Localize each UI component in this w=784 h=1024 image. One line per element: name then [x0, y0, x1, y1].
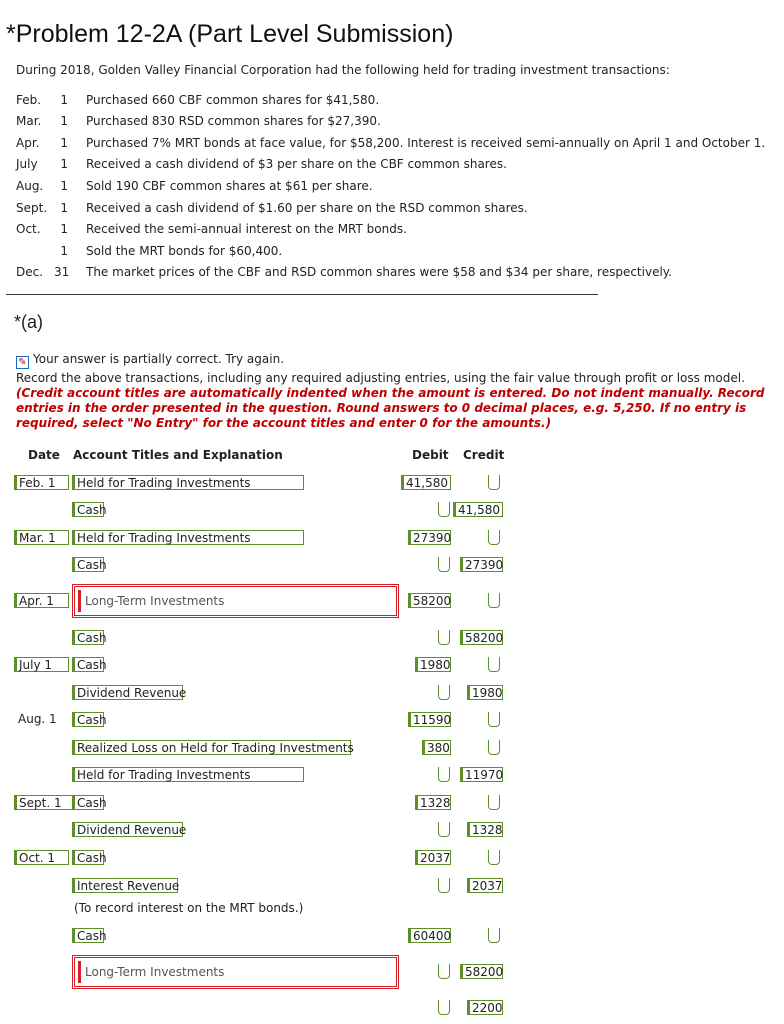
- account-select[interactable]: Dividend Revenue: [72, 822, 183, 837]
- transaction-day: 1: [60, 93, 68, 107]
- transaction-text: Purchased 830 RSD common shares for $27,390.: [86, 114, 381, 128]
- account-select[interactable]: Dividend Revenue: [72, 685, 183, 700]
- account-select[interactable]: Realized Loss on Held for Trading Investments: [72, 740, 351, 755]
- account-select[interactable]: [72, 584, 399, 618]
- transaction-text: Purchased 7% MRT bonds at face value, for $58,200. Interest is received semi-annually on April 1 and October 1.: [86, 136, 766, 150]
- date-select[interactable]: Apr. 1: [14, 593, 69, 608]
- debit-input[interactable]: [438, 1000, 450, 1015]
- transaction-month: Feb.: [16, 93, 42, 107]
- header-credit: Credit: [463, 448, 505, 462]
- header-debit: Debit: [412, 448, 449, 462]
- debit-input[interactable]: 1328: [415, 795, 451, 810]
- credit-input[interactable]: [488, 850, 500, 865]
- debit-input[interactable]: 380: [422, 740, 451, 755]
- transaction-day: 1: [60, 157, 68, 171]
- account-select[interactable]: Held for Trading Investments: [72, 530, 304, 545]
- credit-input[interactable]: [488, 530, 500, 545]
- entry-explanation: (To record interest on the MRT bonds.): [74, 901, 304, 915]
- credit-input[interactable]: [488, 712, 500, 727]
- transaction-text: Received the semi-annual interest on the MRT bonds.: [86, 222, 407, 236]
- date-select[interactable]: Sept. 1: [14, 795, 80, 810]
- debit-input[interactable]: [438, 822, 450, 837]
- account-select[interactable]: Held for Trading Investments: [72, 475, 304, 490]
- debit-input[interactable]: [438, 878, 450, 893]
- transaction-day: 1: [60, 114, 68, 128]
- transaction-month: Apr.: [16, 136, 40, 150]
- part-label: *(a): [14, 312, 44, 332]
- problem-intro: During 2018, Golden Valley Financial Corporation had the following held for trading investment transactions:: [16, 63, 670, 77]
- debit-input[interactable]: 1980: [415, 657, 451, 672]
- account-select[interactable]: Cash: [72, 928, 104, 943]
- account-select[interactable]: Cash: [72, 657, 104, 672]
- entry-date: Aug. 1: [18, 712, 57, 726]
- debit-input[interactable]: [438, 964, 450, 979]
- debit-input[interactable]: [438, 502, 450, 517]
- date-select[interactable]: Oct. 1: [14, 850, 69, 865]
- debit-input[interactable]: 27390: [408, 530, 451, 545]
- instruction-text: Record the above transactions, including any required adjusting entries, using the fair value through profit or loss model.: [16, 371, 745, 385]
- transaction-month: July: [16, 157, 38, 171]
- credit-input[interactable]: [488, 657, 500, 672]
- date-select[interactable]: July 1: [14, 657, 69, 672]
- debit-input[interactable]: 58200: [408, 593, 451, 608]
- status-text: Your answer is partially correct. Try again.: [33, 352, 285, 366]
- transaction-month: Mar.: [16, 114, 42, 128]
- credit-input[interactable]: 27390: [460, 557, 503, 572]
- transaction-day: 1: [60, 136, 68, 150]
- transaction-day: 1: [60, 244, 68, 258]
- credit-input[interactable]: 2200: [467, 1000, 503, 1015]
- debit-input[interactable]: [438, 557, 450, 572]
- debit-input[interactable]: 41,580: [401, 475, 451, 490]
- credit-input[interactable]: 1980: [467, 685, 503, 700]
- credit-input[interactable]: 1328: [467, 822, 503, 837]
- credit-input[interactable]: 58200: [460, 630, 503, 645]
- credit-input[interactable]: [488, 928, 500, 943]
- debit-input[interactable]: 60400: [408, 928, 451, 943]
- divider: [6, 294, 598, 295]
- credit-input[interactable]: 41,580: [453, 502, 503, 517]
- credit-input[interactable]: [488, 740, 500, 755]
- debit-input[interactable]: [438, 767, 450, 782]
- credit-input[interactable]: 2037: [467, 878, 503, 893]
- transaction-text: Purchased 660 CBF common shares for $41,580.: [86, 93, 380, 107]
- instruction-emphasis: (Credit account titles are automatically indented when the amount is entered. Do not indent manually. Record entries in the order presented in the question. Round answers to 0 decimal places, e.g. 5,250. If no entry is required, select "No Entry" for the account titles and enter 0 for the amounts.): [16, 386, 765, 430]
- credit-input[interactable]: [488, 475, 500, 490]
- transaction-month: Dec.: [16, 265, 44, 279]
- transaction-day: 1: [60, 201, 68, 215]
- account-select[interactable]: Held for Trading Investments: [72, 767, 304, 782]
- answer-status: [16, 352, 284, 369]
- account-select[interactable]: Cash: [72, 557, 104, 572]
- date-select[interactable]: Mar. 1: [14, 530, 69, 545]
- pencil-icon: ✎: [16, 356, 29, 369]
- account-select[interactable]: Cash: [72, 502, 104, 517]
- transaction-month: Aug.: [16, 179, 44, 193]
- debit-input[interactable]: 2037: [415, 850, 451, 865]
- transaction-day: 31: [54, 265, 70, 279]
- credit-input[interactable]: 58200: [460, 964, 503, 979]
- account-select[interactable]: Interest Revenue: [72, 878, 178, 893]
- header-account: Account Titles and Explanation: [73, 448, 283, 462]
- credit-input[interactable]: 11970: [460, 767, 503, 782]
- transaction-text: The market prices of the CBF and RSD common shares were $58 and $34 per share, respectively.: [86, 265, 672, 279]
- header-date: Date: [28, 448, 60, 462]
- debit-input[interactable]: [438, 685, 450, 700]
- transaction-text: Received a cash dividend of $3 per share on the CBF common shares.: [86, 157, 507, 171]
- account-title: Long-Term Investments: [78, 961, 224, 983]
- account-select[interactable]: Cash: [72, 795, 104, 810]
- account-select[interactable]: [72, 955, 399, 989]
- account-select[interactable]: Cash: [72, 712, 104, 727]
- credit-input[interactable]: [488, 795, 500, 810]
- date-select[interactable]: Feb. 1: [14, 475, 69, 490]
- transaction-month: Sept.: [16, 201, 48, 215]
- debit-input[interactable]: 11590: [408, 712, 451, 727]
- credit-input[interactable]: [488, 593, 500, 608]
- debit-input[interactable]: [438, 630, 450, 645]
- transaction-text: Sold 190 CBF common shares at $61 per share.: [86, 179, 373, 193]
- transaction-day: 1: [60, 222, 68, 236]
- instructions: [16, 371, 766, 431]
- transaction-month: Oct.: [16, 222, 41, 236]
- transaction-day: 1: [60, 179, 68, 193]
- account-select[interactable]: Cash: [72, 850, 104, 865]
- transaction-text: Sold the MRT bonds for $60,400.: [86, 244, 283, 258]
- account-select[interactable]: Cash: [72, 630, 104, 645]
- transaction-text: Received a cash dividend of $1.60 per share on the RSD common shares.: [86, 201, 528, 215]
- page-title: *Problem 12-2A (Part Level Submission): [6, 20, 454, 48]
- account-title: Long-Term Investments: [78, 590, 224, 612]
